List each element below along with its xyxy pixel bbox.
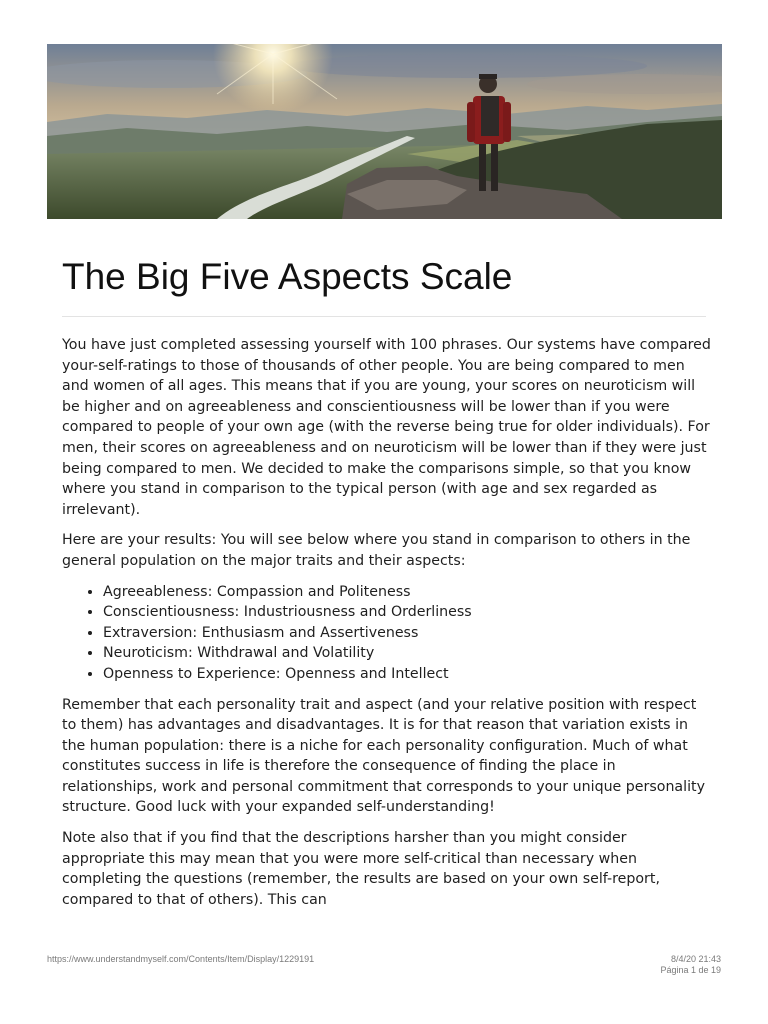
advantages-paragraph: Remember that each personality trait and aspect (and your relative position with respect to them) has advantages and disadvantages. It is for that reason that variation exists in the human population: there is a niche for each personality configuration. Much of what constitutes success in life is therefore the consequence of finding the place in relationships, work and personal commitment that corresponds to your unique personality structure. Good luck with your expanded self-understanding! [62,696,705,816]
intro-paragraph: You have just completed assessing yourself with 100 phrases. Our systems have compared your-self-ratings to those of thousands of other people. You are being compared to men and women of all ages. This means that if you are young, your scores on neuroticism will be higher and on agreeableness and conscientiousness will be lower than if you were compared to people of your own age (with the reverse being true for older individuals). For men, their scores on agreeableness and on neuroticism will be lower than if they were just being compared to men. We decided to make the comparisons simple, so that you know where you stand in comparison to the typical person (with age and sex regarded as irrelevant). [62,337,711,518]
traits-list [62,582,712,685]
self-critical-note-paragraph: Note also that if you find that the descriptions harsher than you might consider appropriate this may mean that you were more self-critical than necessary when completing the questions (remember, the results are based on your own self-report, compared to that of others). This can [62,830,660,908]
hero-image [47,44,722,219]
footer-datetime: 8/4/20 21:43 [670,954,721,964]
mountain-landscape-image [47,44,722,219]
main-content [62,335,712,920]
list-item: • Conscientiousness: Industriousness and Orderliness [103,602,712,623]
list-item: • Neuroticism: Withdrawal and Volatility [103,643,712,664]
list-item: • Agreeableness: Compassion and Politeness [103,582,712,603]
list-item: • Extraversion: Enthusiasm and Assertiveness [103,623,712,644]
footer-page-number: Página 1 de 19 [660,965,721,975]
page-title: The Big Five Aspects Scale [62,256,513,297]
list-item: • Openness to Experience: Openness and Intellect [103,664,712,685]
results-intro-paragraph: Here are your results: You will see below where you stand in comparison to others in the general population on the major traits and their aspects: [62,532,691,569]
title-divider [62,316,706,317]
footer-page-meta [660,954,721,976]
footer-url: https://www.understandmyself.com/Contents/Item/Display/1229191 [47,954,315,964]
